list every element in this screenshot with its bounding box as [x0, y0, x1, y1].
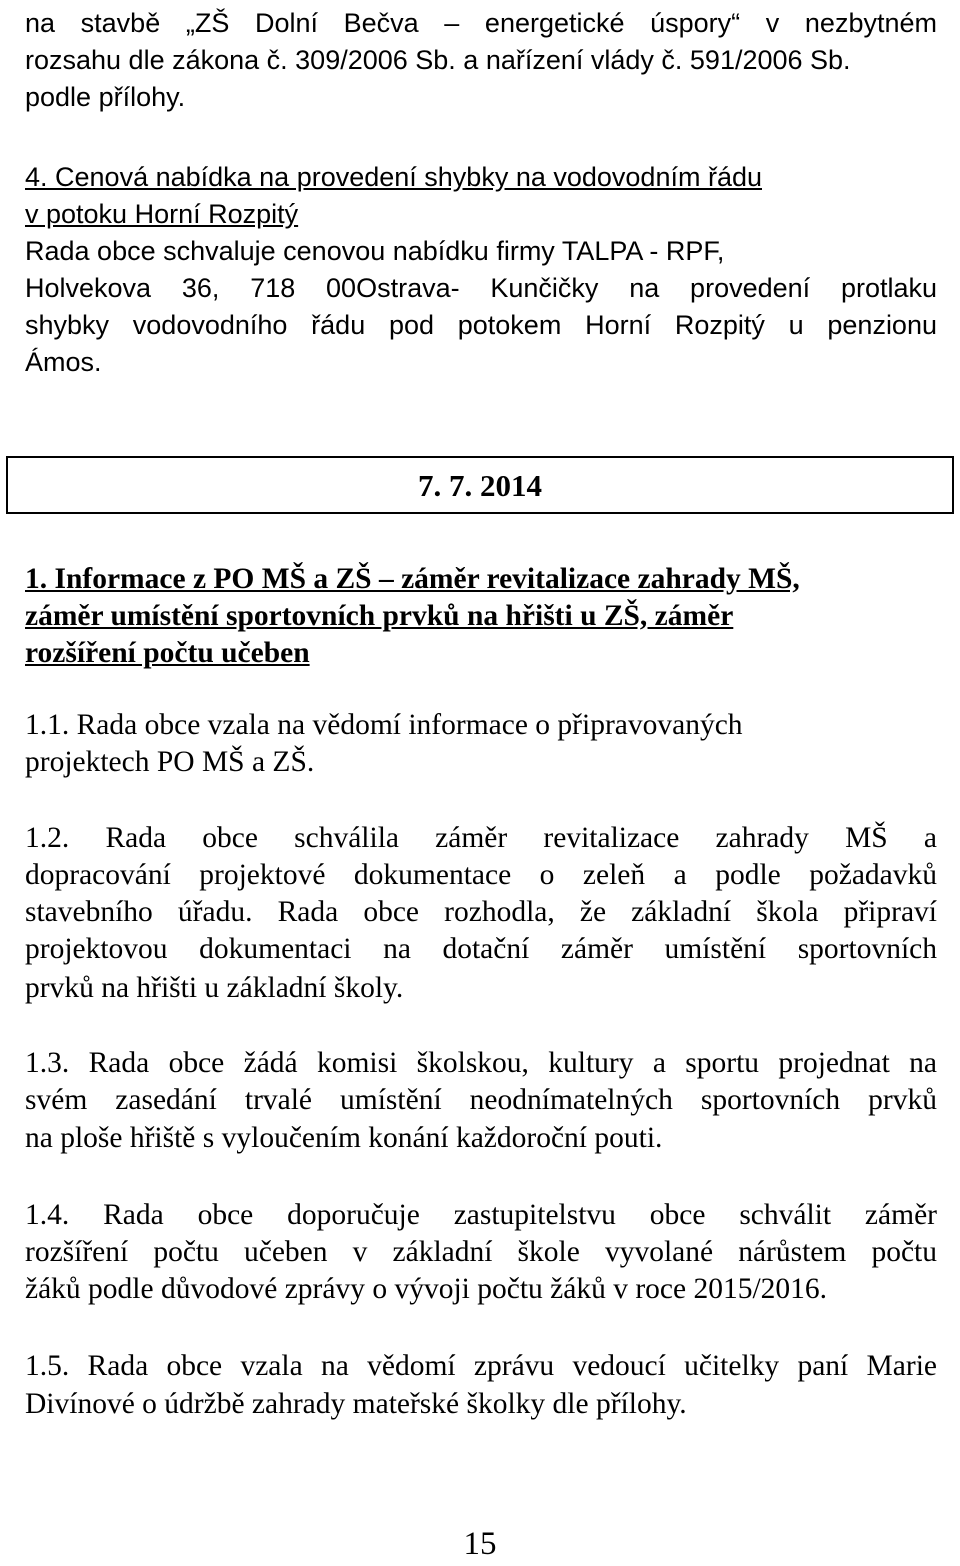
meeting-date: 7. 7. 2014: [418, 468, 542, 503]
page-number: 15: [463, 1526, 497, 1562]
sub3-line-1: 1.3. Rada obce žádá komisi školskou, kultury a sportu projednat na: [25, 1047, 937, 1079]
sub2-line-4: projektovou dokumentaci na dotační záměr umístění sportovních: [25, 933, 937, 965]
item4-heading-line-2: v potoku Horní Rozpitý: [25, 199, 299, 229]
item4-body-line-4: Ámos.: [25, 347, 102, 377]
intro-line-3: podle přílohy.: [25, 82, 186, 112]
item1-heading-line-2: záměr umístění sportovních prvků na hřišti u ZŠ, záměr: [25, 600, 734, 632]
sub1-line-1: 1.1. Rada obce vzala na vědomí informace o připravovaných: [25, 709, 743, 741]
intro-line-1: na stavbě „ZŠ Dolní Bečva – energetické úspory“ v nezbytném: [25, 8, 937, 38]
sub4-line-3: žáků podle důvodové zprávy o vývoji počtu žáků v roce 2015/2016.: [25, 1273, 828, 1305]
sub4-line-2: rozšíření počtu učeben v základní škole vyvolané nárůstem počtu: [25, 1236, 937, 1268]
item4-body-line-3: shybky vodovodního řádu pod potokem Horní Rozpitý u penzionu: [25, 310, 937, 340]
item4-body-line-1: Rada obce schvaluje cenovou nabídku firmy TALPA - RPF,: [25, 236, 725, 266]
sub2-line-3: stavebního úřadu. Rada obce rozhodla, že základní škola připraví: [25, 896, 937, 928]
intro-line-2: rozsahu dle zákona č. 309/2006 Sb. a nařízení vlády č. 591/2006 Sb.: [25, 45, 851, 75]
sub4-line-1: 1.4. Rada obce doporučuje zastupitelstvu obce schválit záměr: [25, 1199, 937, 1231]
sub5-line-1: 1.5. Rada obce vzala na vědomí zprávu vedoucí učitelky paní Marie: [25, 1350, 937, 1382]
item1-heading-line-3: rozšíření počtu učeben: [25, 637, 310, 669]
sub1-line-2: projektech PO MŠ a ZŠ.: [25, 746, 315, 778]
sub3-line-2: svém zasedání trvalé umístění neodnímatelných sportovních prvků: [25, 1084, 937, 1116]
item4-heading-line-1: 4. Cenová nabídka na provedení shybky na vodovodním řádu: [25, 162, 762, 192]
sub3-line-3: na ploše hřiště s vyloučením konání každoroční pouti.: [25, 1122, 663, 1154]
item4-body-line-2: Holvekova 36, 718 00Ostrava- Kunčičky na provedení protlaku: [25, 273, 937, 303]
sub2-line-5: prvků na hřišti u základní školy.: [25, 972, 404, 1004]
item1-heading-line-1: 1. Informace z PO MŠ a ZŠ – záměr revitalizace zahrady MŠ,: [25, 563, 800, 595]
sub2-line-1: 1.2. Rada obce schválila záměr revitalizace zahrady MŠ a: [25, 822, 937, 854]
sub2-line-2: dopracování projektové dokumentace o zeleň a podle požadavků: [25, 859, 937, 891]
meeting-date-box: [6, 456, 954, 514]
sub5-line-2: Divínové o údržbě zahrady mateřské školky dle přílohy.: [25, 1388, 687, 1420]
